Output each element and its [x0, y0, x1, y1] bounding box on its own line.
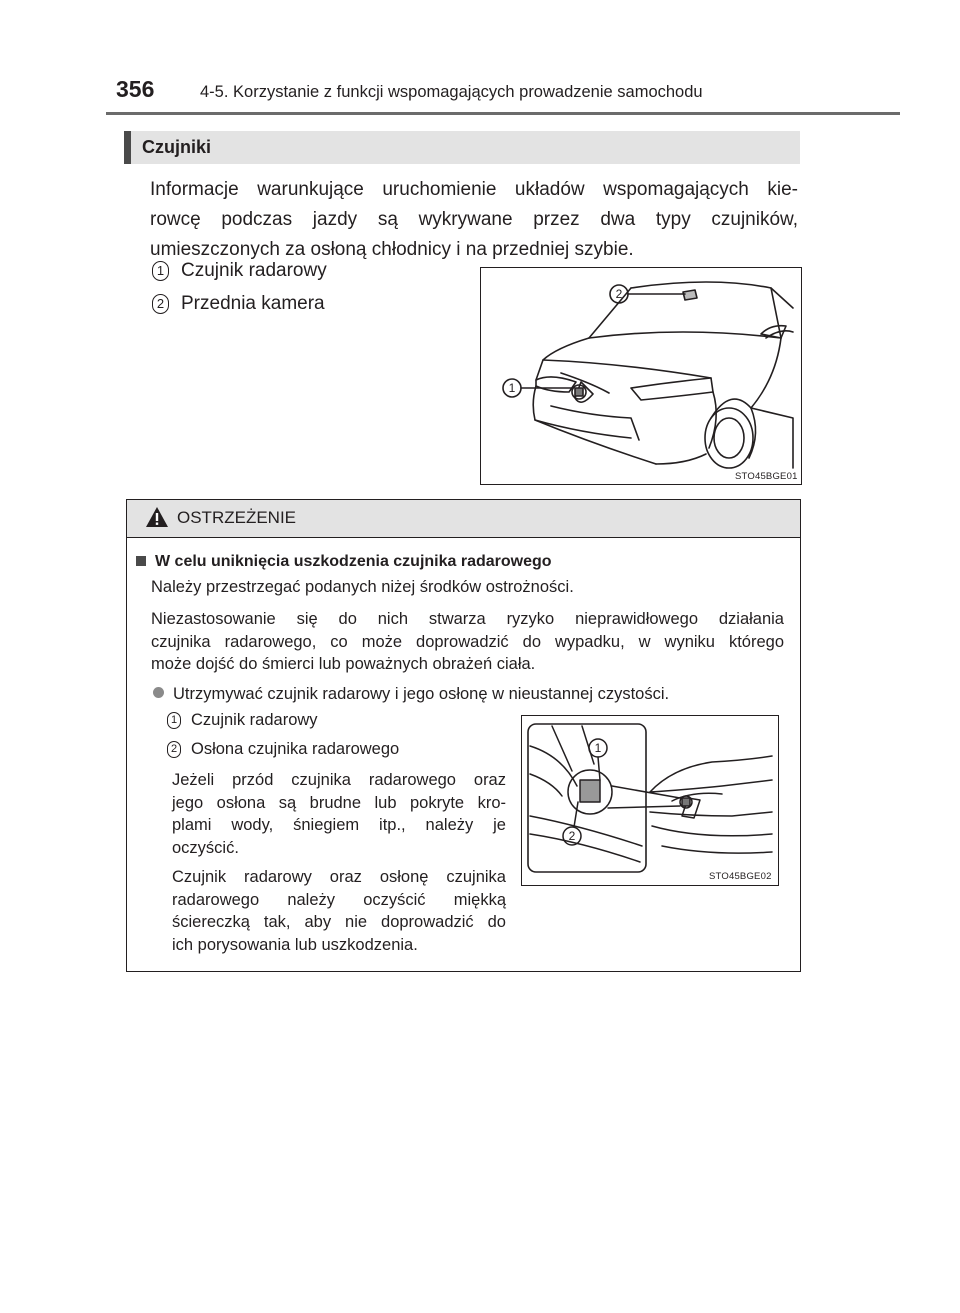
sub-item-label: Osłona czujnika radarowego — [191, 740, 400, 758]
running-title: 4-5. Korzystanie z funkcji wspomagających prowadzenie samochodu — [200, 83, 703, 101]
item-label: Czujnik radarowy — [181, 260, 327, 281]
round-bullet-icon — [153, 687, 164, 698]
sub-item-number: 1 — [167, 712, 181, 729]
warning-subtitle-text: W celu uniknięcia uszkodzenia czujnika radarowego — [155, 553, 552, 570]
item-number: 1 — [152, 261, 169, 281]
figure-code: STO45BGE02 — [709, 871, 772, 882]
cleaning-para-1 — [172, 769, 506, 859]
cleaning-line: radarowego należy oczyścić miękką — [172, 890, 506, 909]
warning-para-1: Należy przestrzegać podanych niżej środków ostrożności. — [151, 578, 574, 596]
intro-line: rowcę podczas jazdy są wykrywane przez dwa typy czujników, — [150, 209, 798, 230]
figure-code: STO45BGE01 — [735, 471, 798, 482]
item-label: Przednia kamera — [181, 293, 325, 314]
section-heading-accent — [124, 131, 131, 164]
page-number: 356 — [116, 76, 155, 102]
section-heading-bar — [124, 131, 800, 164]
radar-sensor-illustration — [522, 716, 778, 885]
cleaning-line: plami wody, śniegiem itp., należy je — [172, 816, 506, 834]
figure-callout-2: 2 — [615, 287, 623, 301]
section-title: Czujniki — [142, 137, 212, 157]
warning-para-line: może dojść do śmierci lub poważnych obrażeń ciała. — [151, 655, 536, 673]
bullet-item — [153, 683, 669, 706]
warning-subtitle — [136, 553, 552, 571]
list-item — [152, 293, 325, 315]
cleaning-para-2 — [172, 866, 506, 956]
car-front-illustration — [481, 268, 801, 484]
list-item — [152, 260, 327, 282]
radar-sensor-figure — [521, 715, 779, 886]
warning-para-line: czujnika radarowego, co może doprowadzić do wypadku, w wyniku którego — [151, 632, 784, 651]
cleaning-line: Jeżeli przód czujnika radarowego oraz — [172, 771, 506, 789]
cleaning-line: Czujnik radarowy oraz osłonę czujnika — [172, 868, 506, 886]
intro-paragraph — [150, 175, 798, 265]
cleaning-line: jego osłona są brudne lub pokryte kro- — [172, 793, 506, 812]
intro-line: Informacje warunkujące uruchomienie układów wspomagających kie- — [150, 179, 798, 200]
figure-callout-1: 1 — [508, 381, 516, 395]
warning-triangle-icon — [145, 506, 169, 528]
figure-callout-1: 1 — [594, 741, 602, 755]
header-rule — [106, 112, 900, 115]
warning-title: OSTRZEŻENIE — [177, 508, 297, 527]
cleaning-line: ich porysowania lub uszkodzenia. — [172, 935, 418, 954]
intro-line: umieszczonych za osłoną chłodnicy i na przedniej szybie. — [150, 239, 634, 260]
warning-para-line: Niezastosowanie się do nich stwarza ryzyko nieprawidłowego działania — [151, 610, 784, 628]
cleaning-line: oczyścić. — [172, 838, 239, 857]
square-bullet-icon — [136, 556, 146, 566]
sub-item-label: Czujnik radarowy — [191, 711, 318, 729]
bullet-text: Utrzymywać czujnik radarowy i jego osłonę w nieustannej czystości. — [173, 685, 670, 703]
item-number: 2 — [152, 294, 169, 314]
cleaning-line: ściereczką tak, aby nie doprowadzić do — [172, 913, 506, 931]
sub-list-item — [167, 740, 399, 759]
warning-para-2 — [151, 608, 784, 676]
figure-callout-2: 2 — [568, 829, 576, 843]
sub-list-item — [167, 711, 318, 730]
sub-item-number: 2 — [167, 741, 181, 758]
warning-header — [127, 500, 800, 538]
car-sensor-figure — [480, 267, 802, 485]
